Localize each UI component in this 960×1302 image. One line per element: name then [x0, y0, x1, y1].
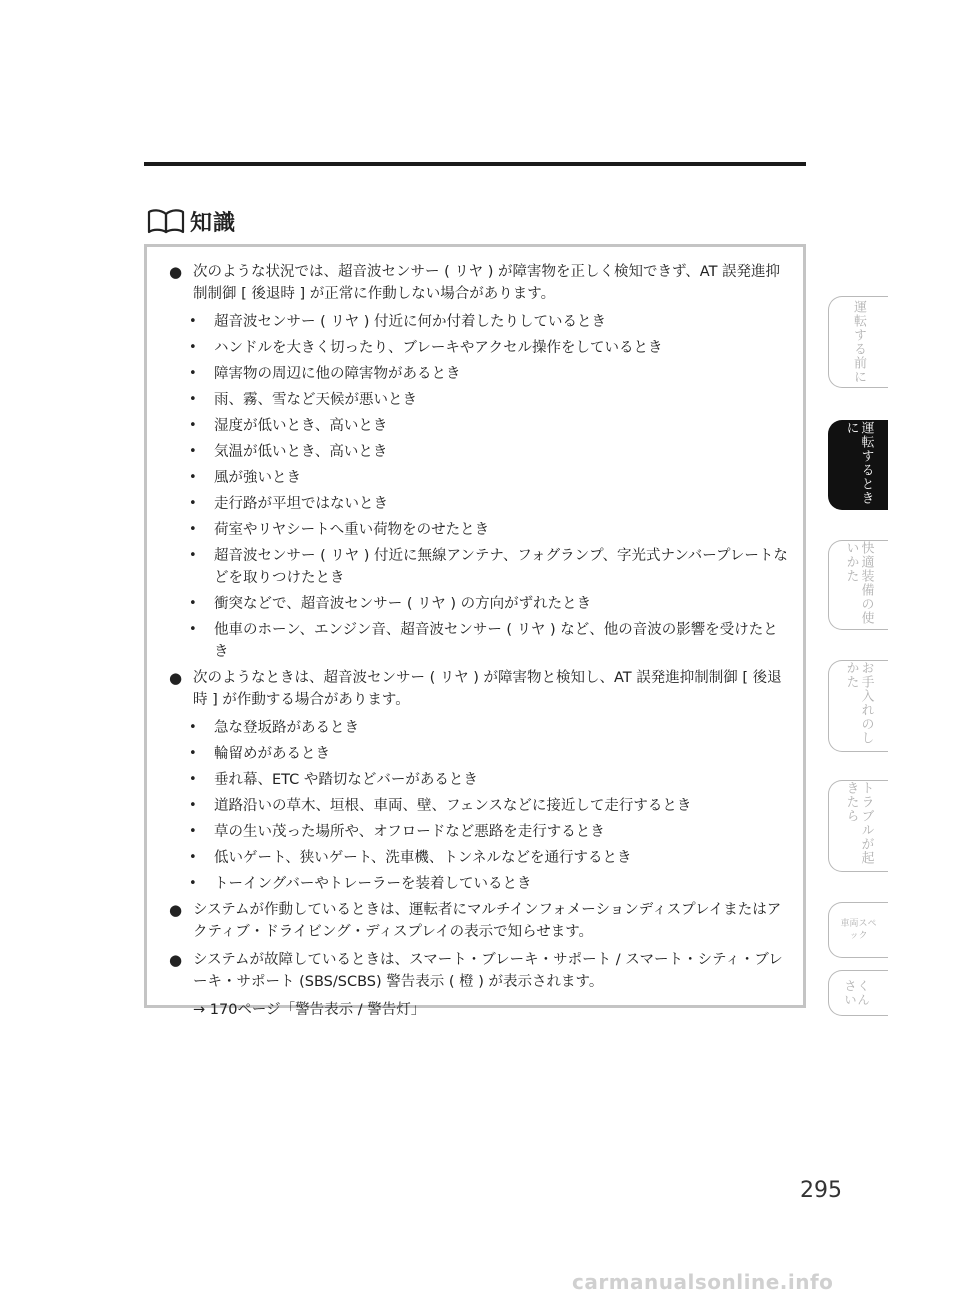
list-item-text: システムが作動しているときは、運転者にマルチインフォメーションディスプレイまたはアクティブ・ドライビング・ディスプレイの表示で知らせます。	[193, 902, 782, 940]
list-item-text: 走行路が平坦ではないとき	[214, 496, 388, 512]
bullet-small: •	[189, 340, 197, 355]
bullet-small: •	[189, 366, 197, 381]
list-item	[147, 389, 789, 411]
bullet-small: •	[189, 824, 197, 839]
bullet-small: •	[189, 622, 197, 637]
list-item-text: 草の生い茂った場所や、オフロードなど悪路を走行するとき	[214, 824, 605, 840]
bullet-small: •	[189, 470, 197, 485]
list-item-text: ハンドルを大きく切ったり、ブレーキやアクセル操作をしているとき	[214, 340, 663, 356]
bullet-small: •	[189, 720, 197, 735]
list-item	[147, 363, 789, 385]
list-item	[147, 795, 789, 817]
tab-label: 車両スペック	[840, 919, 877, 941]
list-item-text: 湿度が低いとき、高いとき	[214, 418, 388, 434]
list-item-text: 輪留めがあるとき	[214, 746, 330, 762]
list-item	[147, 441, 789, 463]
bullet-small: •	[189, 444, 197, 459]
bullet-small: •	[189, 876, 197, 891]
knowledge-panel	[144, 244, 806, 1018]
bullet-dot: ●	[169, 669, 183, 687]
list-item	[147, 769, 789, 791]
tab-driving-when[interactable]	[828, 420, 888, 510]
list-item-text: 超音波センサー ( リヤ ) 付近に無線アンテナ、フォグランプ、字光式ナンバープレートなどを取りつけたとき	[214, 548, 788, 586]
list-item-text: 超音波センサー ( リヤ ) 付近に何か付着したりしているとき	[214, 314, 606, 330]
list-item	[147, 311, 789, 333]
list-item-text: → 170ページ「警告表示 / 警告灯」	[193, 1002, 426, 1018]
bullet-small: •	[189, 850, 197, 865]
section-heading	[146, 204, 236, 238]
list-item-text: 垂れ幕、ETC や踏切などバーがあるとき	[214, 772, 478, 788]
list-item	[147, 467, 789, 489]
bullet-small: •	[189, 772, 197, 787]
list-item-text: 次のようなときは、超音波センサー ( リヤ ) が障害物と検知し、AT 誤発進抑制制御 [ 後退時 ] が作動する場合があります。	[193, 670, 782, 708]
tab-label: 運転する前に	[851, 300, 866, 384]
list-item	[147, 873, 789, 895]
list-item	[147, 717, 789, 739]
list-item	[147, 593, 789, 615]
list-item	[147, 545, 789, 589]
list-item-text: 障害物の周辺に他の障害物があるとき	[214, 366, 461, 382]
list-item	[147, 337, 789, 359]
tab-maintenance[interactable]	[828, 660, 888, 752]
tab-label: 快適装備の使いかた	[843, 541, 874, 625]
list-item-text: 急な登坂路があるとき	[214, 720, 359, 736]
knowledge-list	[147, 261, 789, 1021]
list-item	[147, 667, 789, 711]
top-rule	[144, 162, 806, 166]
bullet-small: •	[189, 392, 197, 407]
list-item-text: 道路沿いの草木、垣根、車両、壁、フェンスなどに接近して走行するとき	[214, 798, 692, 814]
tab-label: さくいん	[844, 979, 871, 1007]
list-item-text: 風が強いとき	[214, 470, 301, 486]
bullet-small: •	[189, 314, 197, 329]
list-item	[147, 899, 789, 943]
list-item-text: 雨、霧、雪など天候が悪いとき	[214, 392, 417, 408]
bullet-small: •	[189, 522, 197, 537]
list-item	[147, 743, 789, 765]
bullet-small: •	[189, 596, 197, 611]
list-item-text: 他車のホーン、エンジン音、超音波センサー ( リヤ ) など、他の音波の影響を受けたとき	[214, 622, 778, 660]
tab-specs[interactable]	[828, 902, 888, 958]
bullet-dot: ●	[169, 263, 183, 281]
bullet-small: •	[189, 746, 197, 761]
list-item	[147, 261, 789, 305]
bullet-small: •	[189, 418, 197, 433]
list-item	[147, 415, 789, 437]
bullet-small: •	[189, 548, 197, 563]
tab-troubleshooting[interactable]	[828, 780, 888, 872]
bullet-dot: ●	[169, 901, 183, 919]
list-item	[147, 821, 789, 843]
bullet-small: •	[189, 798, 197, 813]
list-item	[147, 619, 789, 663]
list-item-text: 気温が低いとき、高いとき	[214, 444, 388, 460]
tab-label: トラブルが起きたら	[843, 781, 874, 865]
bullet-small: •	[189, 496, 197, 511]
page-reference[interactable]	[147, 999, 789, 1021]
tab-comfort-features[interactable]	[828, 540, 888, 630]
tab-label: お手入れのしかた	[843, 661, 874, 745]
list-item-text: 低いゲート、狭いゲート、洗車機、トンネルなどを通行するとき	[214, 850, 632, 866]
list-item	[147, 493, 789, 515]
page-number: 295	[800, 1178, 842, 1203]
bullet-dot: ●	[169, 951, 183, 969]
list-item	[147, 519, 789, 541]
list-item	[147, 949, 789, 993]
tab-driving-before[interactable]	[828, 296, 888, 388]
watermark: carmanualsonline.info	[572, 1270, 834, 1294]
list-item-text: 次のような状況では、超音波センサー ( リヤ ) が障害物を正しく検知できず、AT 誤発進抑制制御 [ 後退時 ] が正常に作動しない場合があります。	[193, 264, 781, 302]
list-item-text: 荷室やリヤシートへ重い荷物をのせたとき	[214, 522, 490, 538]
list-item-text: システムが故障しているときは、スマート・ブレーキ・サポート / スマート・シティ・ブレーキ・サポート (SBS/SCBS) 警告表示 ( 橙 ) が表示されます。	[193, 952, 783, 990]
tab-label: 運転するときに	[843, 421, 874, 505]
list-item-text: トーイングバーやトレーラーを装着しているとき	[214, 876, 532, 892]
list-item	[147, 847, 789, 869]
tab-index[interactable]	[828, 970, 888, 1016]
list-item-text: 衝突などで、超音波センサー ( リヤ ) の方向がずれたとき	[214, 596, 592, 612]
book-icon	[146, 208, 186, 234]
section-title: 知識	[190, 210, 237, 236]
